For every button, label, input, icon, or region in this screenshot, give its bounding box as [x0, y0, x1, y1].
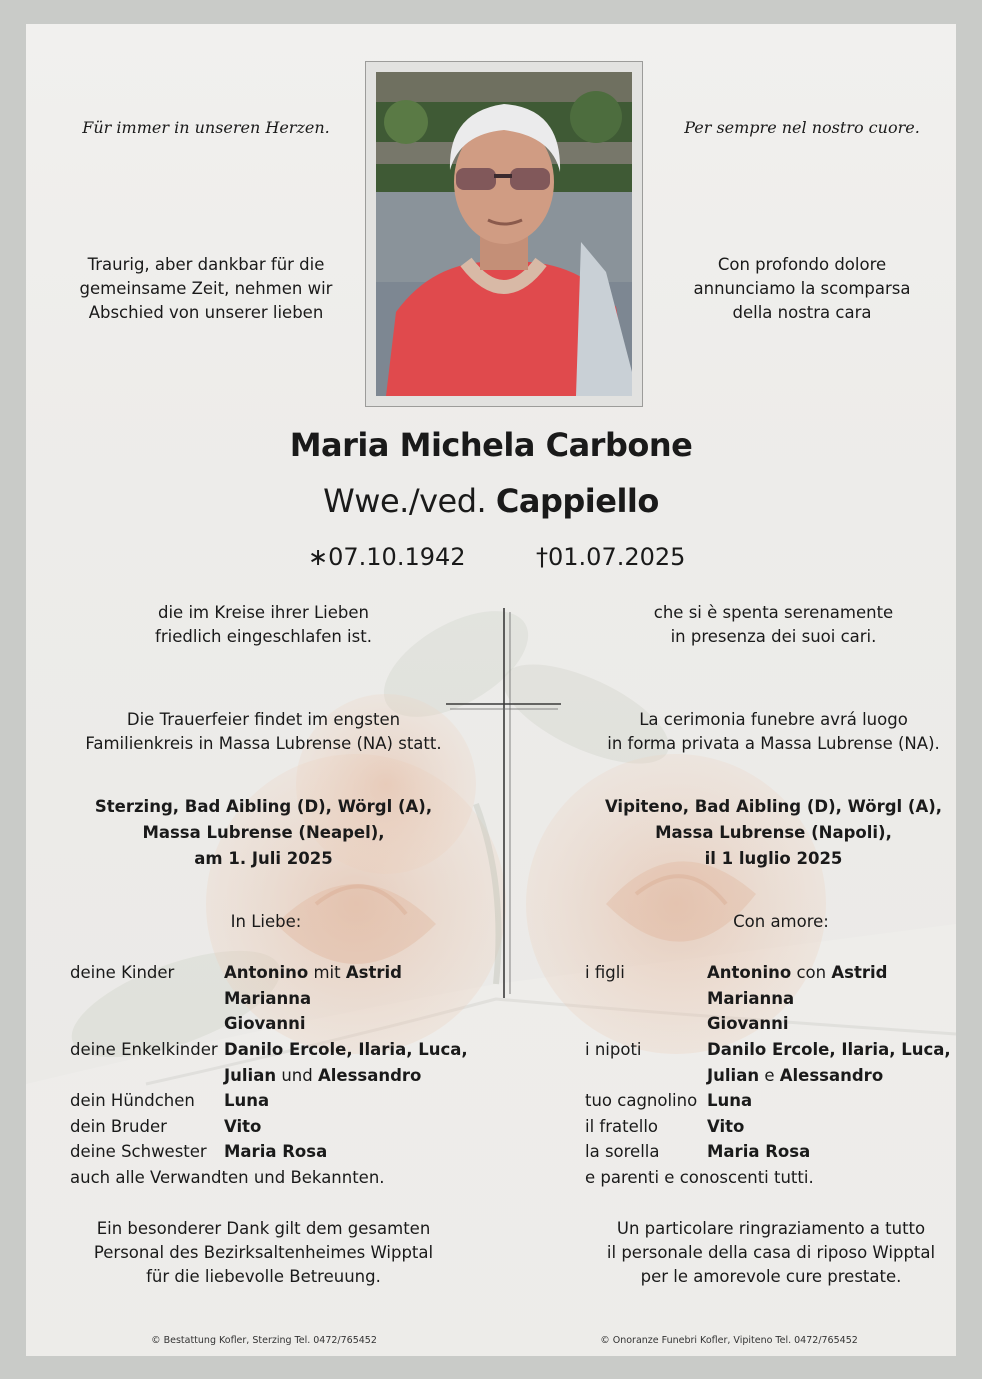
relatives-line: auch alle Verwandten und Bekannten. — [70, 1168, 385, 1187]
intro-it-line: Con profondo dolore — [717, 255, 887, 274]
passing-it-line: che si è spenta serenamente — [653, 603, 894, 622]
child-name: Giovanni — [224, 1014, 306, 1033]
motto-de: Für immer in unseren Herzen. — [82, 118, 330, 137]
grandchildren-line-2 — [224, 1063, 421, 1089]
ceremony-de-line: Die Trauerfeier findet im engsten — [126, 710, 401, 729]
children-line-1 — [707, 960, 887, 986]
intro-de — [56, 253, 356, 325]
ceremony-it-line: La cerimonia funebre avrá luogo — [639, 710, 908, 729]
death-cross-icon: † — [536, 543, 548, 571]
sister-label: la sorella — [585, 1142, 660, 1161]
place-date-it-line: il 1 luglio 2025 — [704, 849, 843, 868]
child-name: Antonino — [224, 963, 309, 982]
ceremony-it-line: in forma privata a Massa Lubrense (NA). — [607, 734, 940, 753]
place-date-de-line: am 1. Juli 2025 — [194, 849, 333, 868]
thanks-it — [576, 1217, 956, 1289]
place-date-de-line: Sterzing, Bad Aibling (D), Wörgl (A), — [94, 797, 433, 816]
thanks-de-line: Personal des Bezirksaltenheimes Wipptal — [93, 1243, 434, 1262]
conjunction: e — [764, 1066, 775, 1085]
obituary-card — [26, 24, 956, 1356]
intro-it-line: della nostra cara — [732, 303, 872, 322]
child-name: Marianna — [707, 989, 795, 1008]
place-date-it-line: Vipiteno, Bad Aibling (D), Wörgl (A), — [604, 797, 943, 816]
place-date-de-line: Massa Lubrense (Neapel), — [142, 823, 385, 842]
child-name: Antonino — [707, 963, 792, 982]
widow-prefix: Wwe./ved. — [323, 482, 487, 520]
footer-it: © Onoranze Funebri Kofler, Vipiteno Tel. 0472/765452 — [600, 1335, 858, 1346]
passing-de-line: friedlich eingeschlafen ist. — [155, 627, 372, 646]
brother-label: dein Bruder — [70, 1117, 167, 1136]
ceremony-it — [581, 708, 956, 756]
death-date-line — [536, 543, 685, 571]
sister-label: deine Schwester — [70, 1142, 207, 1161]
thanks-it-line: Un particolare ringraziamento a tutto — [616, 1219, 926, 1238]
conjunction: con — [796, 963, 827, 982]
dog-name: Luna — [707, 1091, 753, 1110]
thanks-de — [66, 1217, 461, 1289]
place-date-it — [596, 794, 951, 872]
grandchildren-line-1: Danilo Ercole, Ilaria, Luca, — [224, 1040, 468, 1059]
dog-name: Luna — [224, 1091, 270, 1110]
spouse-name: Astrid — [345, 963, 402, 982]
portrait-frame — [366, 62, 642, 406]
grandchild-name: Alessandro — [779, 1066, 884, 1085]
children-line-1 — [224, 960, 402, 986]
thanks-it-line: il personale della casa di riposo Wipptal — [606, 1243, 936, 1262]
ceremony-de-line: Familienkreis in Massa Lubrense (NA) statt. — [85, 734, 442, 753]
grandchild-name: Alessandro — [317, 1066, 422, 1085]
birth-date-line — [308, 543, 466, 571]
grandchildren-line-1: Danilo Ercole, Ilaria, Luca, — [707, 1040, 951, 1059]
passing-de — [86, 601, 441, 649]
spouse-name: Astrid — [831, 963, 888, 982]
thanks-de-line: Ein besonderer Dank gilt dem gesamten — [96, 1219, 431, 1238]
intro-it-line: annunciamo la scomparsa — [693, 279, 911, 298]
conjunction: mit — [313, 963, 341, 982]
married-name: Cappiello — [495, 482, 659, 520]
place-date-it-line: Massa Lubrense (Napoli), — [655, 823, 892, 842]
grandchildren-label: deine Enkelkinder — [70, 1040, 218, 1059]
footer-de: © Bestattung Kofler, Sterzing Tel. 0472/765452 — [151, 1335, 377, 1346]
grandchild-name: Julian — [224, 1066, 277, 1085]
intro-de-line: gemeinsame Zeit, nehmen wir — [79, 279, 333, 298]
passing-it — [601, 601, 946, 649]
intro-de-line: Traurig, aber dankbar für die — [87, 255, 325, 274]
passing-de-line: die im Kreise ihrer Lieben — [158, 603, 369, 622]
birth-star-icon: ∗ — [308, 543, 329, 571]
deceased-name: Maria Michela Carbone — [289, 426, 693, 464]
child-name: Giovanni — [707, 1014, 789, 1033]
intro-de-line: Abschied von unserer lieben — [88, 303, 324, 322]
birth-date: 07.10.1942 — [328, 543, 466, 571]
grandchild-name: Julian — [707, 1066, 760, 1085]
cross-icon — [436, 608, 586, 998]
sister-name: Maria Rosa — [707, 1142, 811, 1161]
married-name-line — [26, 482, 956, 520]
brother-name: Vito — [707, 1117, 745, 1136]
children-label: i figli — [585, 963, 625, 982]
portrait-photo — [376, 72, 632, 396]
child-name: Marianna — [224, 989, 312, 1008]
thanks-it-line: per le amorevole cure prestate. — [640, 1267, 902, 1286]
dog-label: tuo cagnolino — [585, 1091, 698, 1110]
brother-label: il fratello — [585, 1117, 659, 1136]
conjunction: und — [281, 1066, 313, 1085]
death-date: 01.07.2025 — [548, 543, 686, 571]
intro-it — [652, 253, 952, 325]
grandchildren-label: i nipoti — [585, 1040, 642, 1059]
place-date-de — [86, 794, 441, 872]
thanks-de-line: für die liebevolle Betreuung. — [146, 1267, 381, 1286]
motto-it: Per sempre nel nostro cuore. — [684, 118, 920, 137]
dog-label: dein Hündchen — [70, 1091, 195, 1110]
brother-name: Vito — [224, 1117, 262, 1136]
love-label-it: Con amore: — [733, 912, 829, 931]
grandchildren-line-2 — [707, 1063, 883, 1089]
love-label-de: In Liebe: — [230, 912, 302, 931]
sister-name: Maria Rosa — [224, 1142, 328, 1161]
passing-it-line: in presenza dei suoi cari. — [670, 627, 877, 646]
ceremony-de — [66, 708, 461, 756]
relatives-line: e parenti e conoscenti tutti. — [585, 1168, 814, 1187]
children-label: deine Kinder — [70, 963, 175, 982]
